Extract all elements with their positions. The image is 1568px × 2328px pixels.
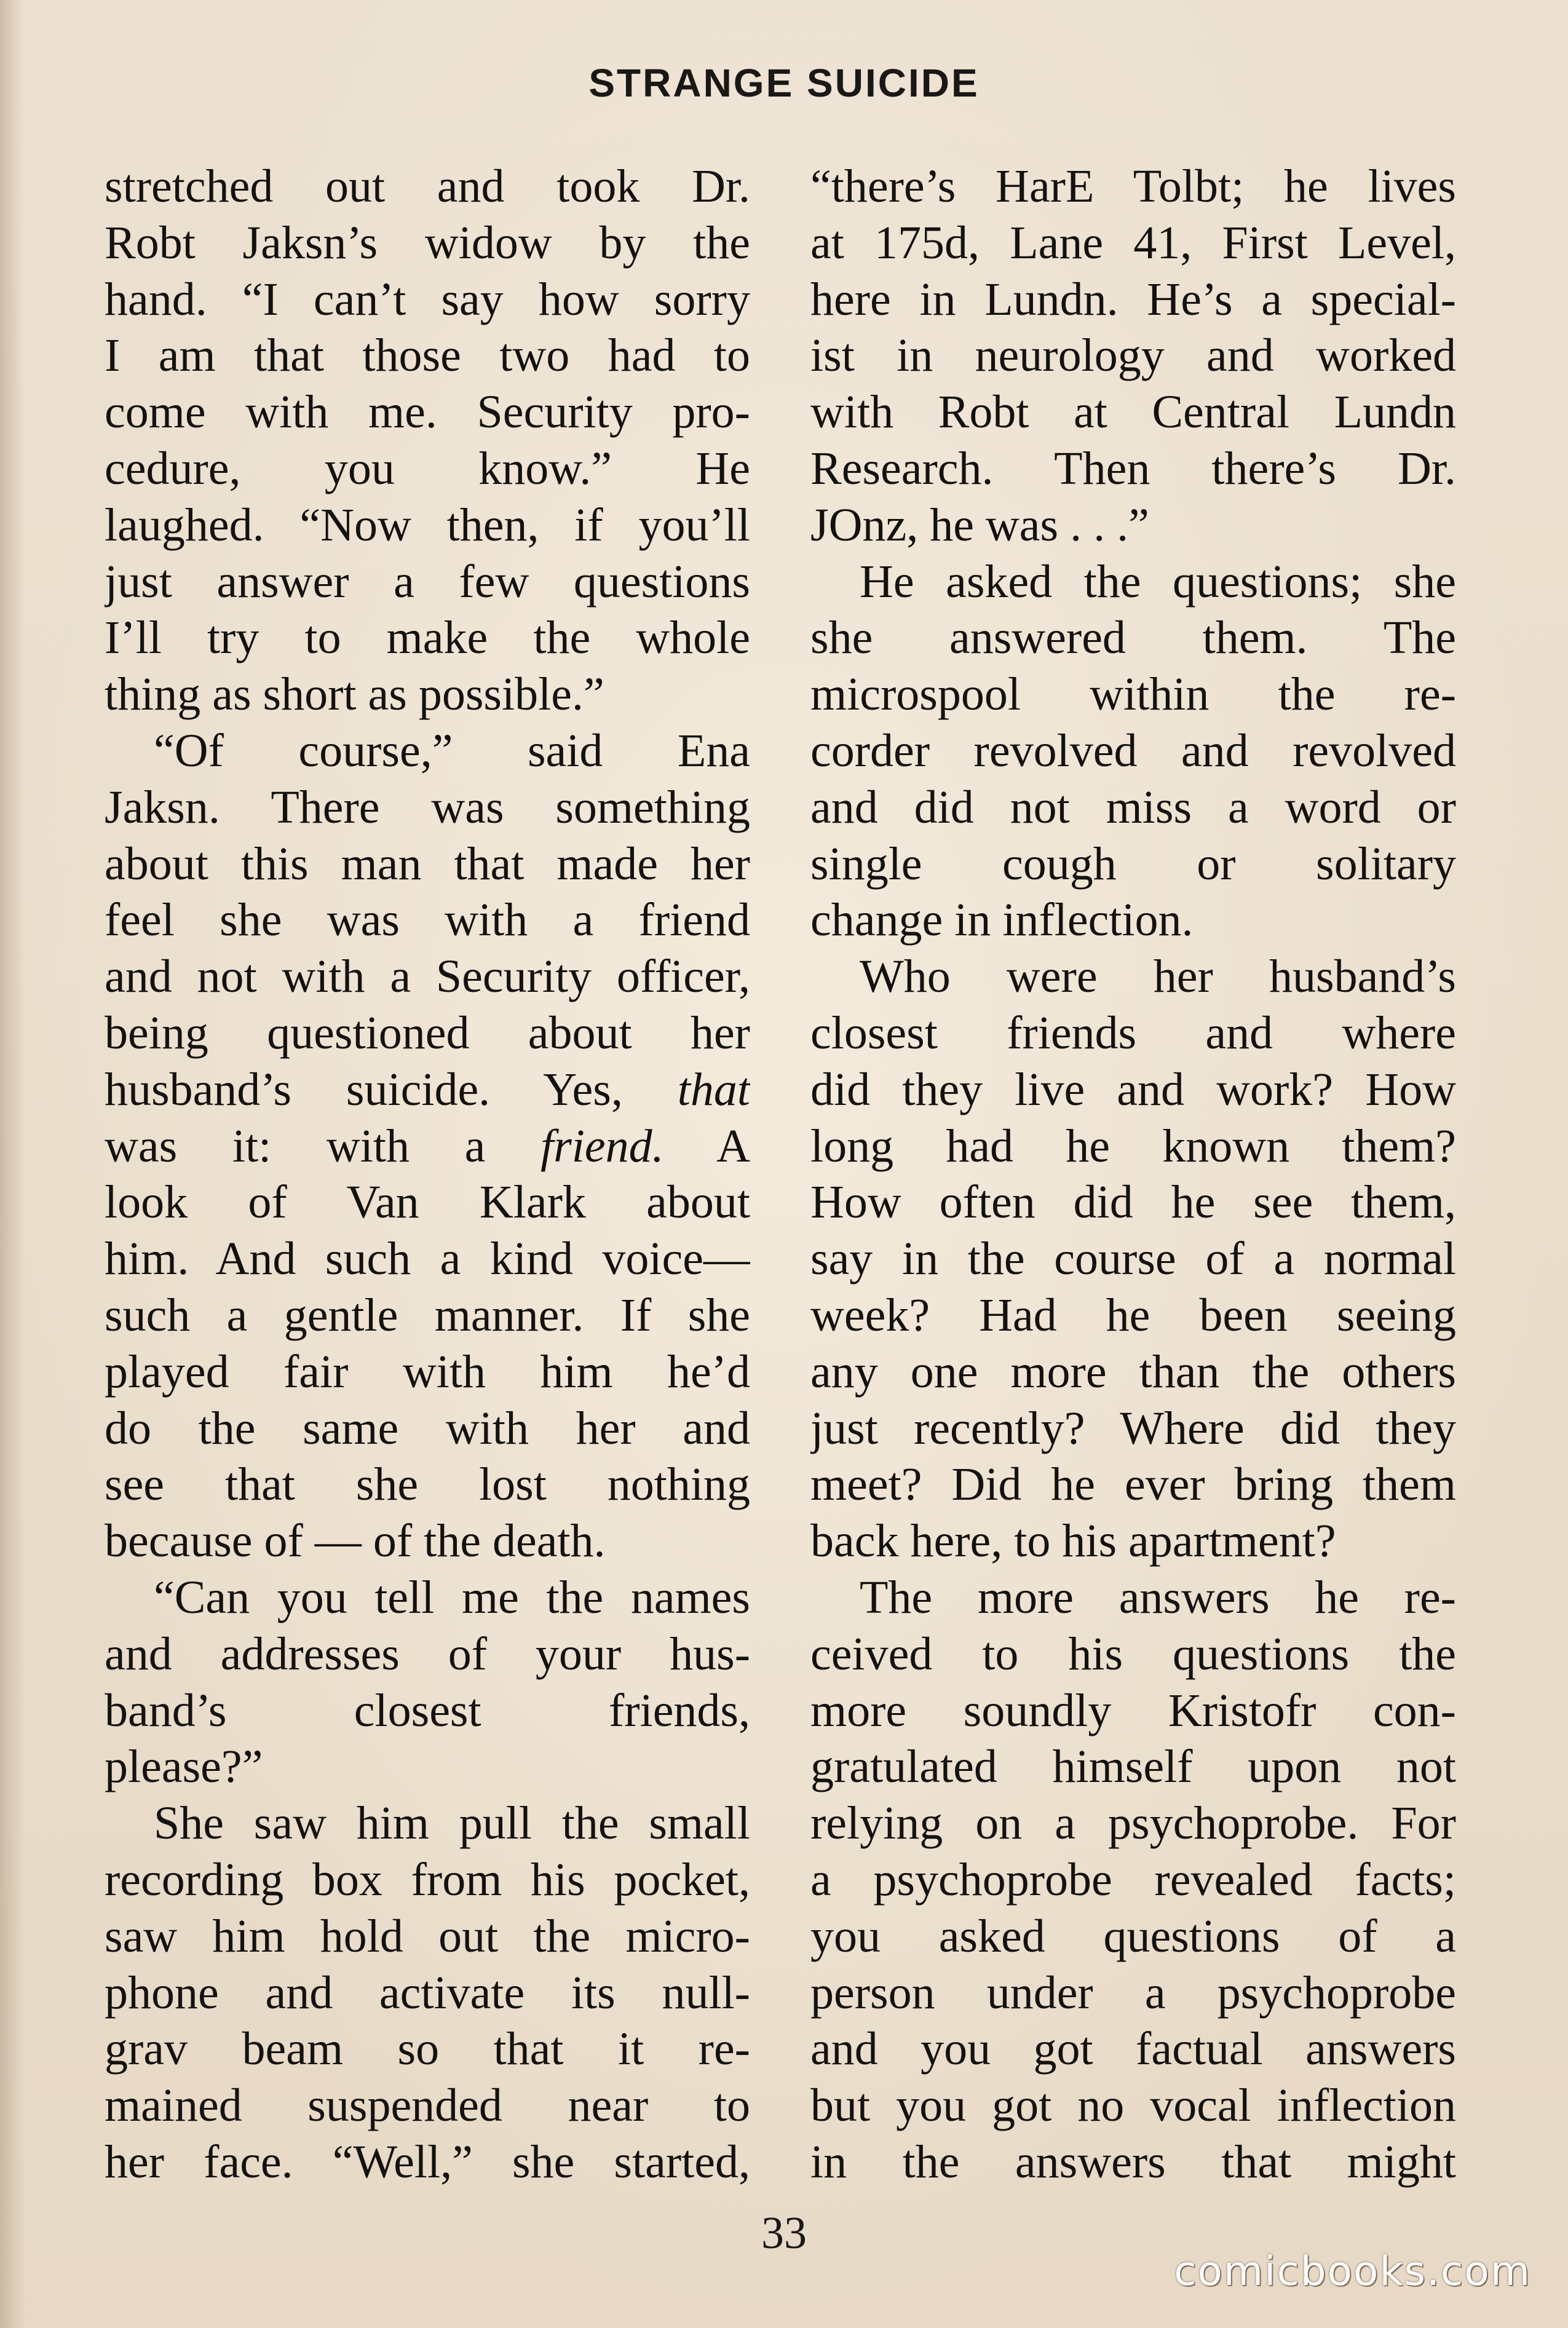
text-line: and did not miss a word or: [810, 781, 1456, 833]
text-line: her face. “Well,” she started,: [105, 2136, 750, 2188]
left-column: [105, 159, 750, 2191]
text-line: back here, to his apartment?: [810, 1515, 1336, 1567]
text-line: such a gentle manner. If she: [105, 1289, 750, 1341]
text-line: microspool within the re-: [810, 668, 1456, 721]
page-number: 33: [761, 2208, 807, 2259]
text-line: I am that those two had to: [105, 330, 750, 382]
running-head: STRANGE SUICIDE: [588, 61, 980, 105]
text-line: a psychoprobe revealed facts;: [810, 1853, 1456, 1906]
text-line: and you got factual answers: [810, 2023, 1456, 2075]
text-line: meet? Did he ever bring them: [810, 1459, 1456, 1511]
text-line: at 175d, Lane 41, First Level,: [810, 216, 1456, 269]
text-line: “Can you tell me the names: [154, 1571, 750, 1623]
text-line: you asked questions of a: [810, 1910, 1456, 1962]
text-line: because of — of the death.: [105, 1515, 606, 1567]
text-line: saw him hold out the micro-: [105, 1910, 750, 1962]
text-line: see that she lost nothing: [105, 1459, 750, 1511]
text-line: relying on a psychoprobe. For: [810, 1797, 1456, 1850]
text-line: just recently? Where did they: [810, 1402, 1456, 1454]
text-line: band’s closest friends,: [105, 1684, 750, 1736]
text-line: closest friends and where: [810, 1007, 1456, 1059]
text-line: any one more than the others: [810, 1345, 1456, 1398]
text-line: just answer a few questions: [105, 555, 750, 608]
text-line: She saw him pull the small: [154, 1797, 750, 1850]
text-line: person under a psychoprobe: [810, 1966, 1456, 2019]
text-line: stretched out and took Dr.: [105, 160, 750, 212]
text-line: Robt Jaksn’s widow by the: [105, 216, 750, 269]
text-line: do the same with her and: [105, 1402, 750, 1454]
text-line: change in inflection.: [810, 894, 1194, 946]
text-line: being questioned about her: [105, 1007, 750, 1059]
text-line: The more answers he re-: [860, 1571, 1456, 1623]
text-line: and not with a Security officer,: [105, 951, 750, 1003]
text-line: laughed. “Now then, if you’ll: [105, 499, 750, 551]
text-line: here in Lundn. He’s a special-: [810, 273, 1456, 325]
text-line: “there’s HarE Tolbt; he lives: [810, 160, 1456, 212]
text-line: did they live and work? How: [810, 1063, 1456, 1115]
text-line: played fair with him he’d: [105, 1345, 750, 1398]
text-line: with Robt at Central Lundn: [810, 386, 1456, 438]
text-line: Who were her husband’s: [860, 951, 1456, 1003]
text-line: husband’s suicide. Yes, that: [105, 1063, 750, 1115]
text-line: and addresses of your hus-: [105, 1628, 750, 1680]
text-line: look of Van Klark about: [105, 1176, 750, 1229]
text-line: she answered them. The: [810, 612, 1456, 664]
right-column: [810, 159, 1456, 2191]
text-line: gratulated himself upon not: [810, 1741, 1456, 1793]
text-line: recording box from his pocket,: [105, 1853, 750, 1906]
text-line: please?”: [105, 1741, 263, 1793]
text-line: hand. “I can’t say how sorry: [105, 273, 750, 325]
text-line: ceived to his questions the: [810, 1628, 1456, 1680]
text-line: cedure, you know.” He: [105, 442, 750, 494]
text-line: about this man that made her: [105, 837, 750, 890]
text-line: Jaksn. There was something: [105, 781, 750, 833]
text-line: grav beam so that it re-: [105, 2023, 750, 2075]
text-line: was it: with a friend. A: [105, 1120, 750, 1172]
text-line: week? Had he been seeing: [810, 1289, 1456, 1341]
text-line: come with me. Security pro-: [105, 386, 750, 438]
text-line: say in the course of a normal: [810, 1233, 1456, 1285]
text-line: thing as short as possible.”: [105, 668, 604, 721]
text-line: more soundly Kristofr con-: [810, 1684, 1456, 1736]
text-line: in the answers that might: [810, 2136, 1456, 2188]
watermark: comicbooks.com: [1174, 2247, 1531, 2295]
text-line: How often did he see them,: [810, 1176, 1456, 1229]
text-line: corder revolved and revolved: [810, 724, 1456, 777]
text-line: phone and activate its null-: [105, 1966, 750, 2019]
text-line: long had he known them?: [810, 1120, 1456, 1172]
text-line: mained suspended near to: [105, 2080, 750, 2132]
text-line: him. And such a kind voice—: [105, 1233, 750, 1285]
text-line: ist in neurology and worked: [810, 330, 1456, 382]
text-line: “Of course,” said Ena: [154, 724, 750, 777]
text-line: I’ll try to make the whole: [105, 612, 750, 664]
text-line: but you got no vocal inflection: [810, 2080, 1456, 2132]
text-line: Research. Then there’s Dr.: [810, 442, 1456, 494]
text-line: single cough or solitary: [810, 837, 1456, 890]
text-line: He asked the questions; she: [860, 555, 1456, 608]
text-line: feel she was with a friend: [105, 894, 750, 946]
text-line: JOnz, he was . . .”: [810, 499, 1149, 551]
